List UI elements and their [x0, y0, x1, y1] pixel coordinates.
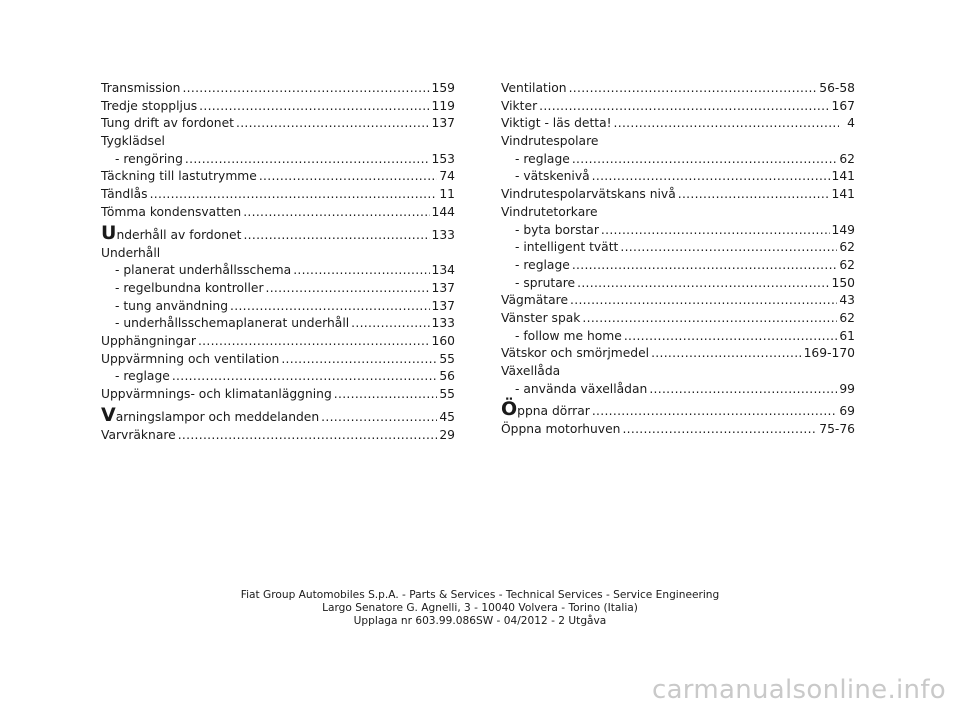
index-entry: [101, 186, 455, 204]
section-initial-letter: Ö: [501, 398, 518, 421]
entry-label: - follow me home: [515, 328, 622, 343]
entry-text: [101, 98, 197, 116]
entry-text: [501, 310, 580, 328]
entry-label: - intelligent tvätt: [515, 240, 619, 255]
entry-label: Öppna motorhuven: [501, 422, 621, 437]
entry-label: - reglage: [515, 151, 570, 166]
entry-label: Tredje stoppljus: [101, 98, 198, 113]
index-subentry: [101, 298, 455, 316]
dot-leader: [582, 310, 837, 328]
dot-leader: [236, 115, 430, 133]
entry-text: [101, 186, 148, 204]
entry-label: - vätskenivå: [515, 169, 590, 184]
entry-label: Viktigt - läs detta!: [501, 116, 612, 131]
entry-label: - rengöring: [115, 151, 183, 166]
page-number: 149: [831, 222, 855, 237]
index-subentry: [501, 222, 855, 240]
index-subentry: [101, 151, 455, 169]
dot-leader: [570, 292, 837, 310]
page-number: 99: [839, 381, 855, 396]
entry-label: - sprutare: [515, 275, 576, 290]
dot-leader: [199, 98, 429, 116]
index-entry: [101, 386, 455, 404]
entry-text: [515, 257, 570, 275]
page-number: 61: [839, 328, 855, 343]
page-number: 29: [439, 427, 455, 442]
dot-leader: [614, 115, 839, 133]
page-number: 56: [439, 369, 455, 384]
index-heading: Vindrutespolare: [501, 134, 599, 149]
index-subentry: [501, 168, 855, 186]
entry-label: Tung drift av fordonet: [101, 116, 234, 131]
page-number: 144: [431, 204, 455, 219]
page-number: 137: [431, 298, 455, 313]
entry-text: [101, 386, 332, 404]
index-heading: Vindrutetorkare: [501, 204, 598, 219]
entry-label: Vikter: [501, 98, 538, 113]
index-heading: Tygklädsel: [101, 134, 165, 149]
index-subentry: [501, 257, 855, 275]
page-number: 74: [439, 169, 455, 184]
page-number: 134: [431, 263, 455, 278]
entry-label: arningslampor och meddelanden: [115, 409, 320, 424]
entry-label: Vindrutespolarvätskans nivå: [501, 187, 676, 202]
index-column-right: [501, 80, 855, 439]
entry-text: [515, 275, 575, 293]
entry-text: [101, 115, 234, 133]
index-entry: [101, 115, 455, 133]
page-number: 62: [839, 257, 855, 272]
dot-leader: [178, 427, 438, 445]
dot-leader: [243, 204, 429, 222]
entry-label: Varvräknare: [101, 427, 176, 442]
footer-line-publisher: Fiat Group Automobiles S.p.A. - Parts & Services - Technical Services - Service Engineering: [240, 589, 720, 601]
page-number: 55: [439, 387, 455, 401]
page-number: 119: [431, 98, 455, 113]
entry-text: [101, 221, 242, 246]
entry-label: Ventilation: [501, 81, 567, 95]
index-entry: [101, 204, 455, 222]
entry-text: [115, 262, 291, 280]
index-entry: [101, 98, 455, 116]
watermark: carmanualsonline.info: [651, 675, 946, 705]
page-number: 153: [431, 151, 455, 166]
entry-text: [501, 80, 567, 98]
page-number: 137: [431, 116, 455, 131]
entry-text: [501, 292, 568, 310]
dot-leader: [572, 151, 838, 169]
dot-leader: [281, 351, 437, 369]
page-number: 141: [831, 187, 855, 202]
page-number: 4: [847, 116, 855, 131]
page-number: 62: [839, 310, 855, 325]
entry-text: [115, 151, 183, 169]
index-entry: [501, 292, 855, 310]
entry-text: [101, 168, 257, 186]
section-initial-letter: U: [101, 221, 117, 244]
entry-label: Täckning till lastutrymme: [101, 169, 257, 184]
dot-leader: [266, 280, 430, 298]
entry-text: [101, 204, 241, 222]
entry-label: - underhållsschemaplanerat underhåll: [115, 316, 350, 331]
page-number: 167: [831, 98, 855, 113]
entry-label: Tändlås: [101, 187, 148, 202]
footer-line-address: Largo Senatore G. Agnelli, 3 - 10040 Volvera - Torino (Italia): [322, 602, 638, 614]
entry-label: ppna dörrar: [517, 404, 590, 419]
dot-leader: [351, 315, 429, 333]
index-subentry: [101, 280, 455, 298]
entry-text: [501, 421, 620, 439]
index-subentry: [501, 151, 855, 169]
index-subentry: [501, 328, 855, 346]
index-heading: Underhåll: [101, 245, 161, 260]
dot-leader: [569, 80, 818, 98]
publisher-footer: [0, 589, 960, 628]
entry-label: Vänster spak: [501, 310, 581, 325]
entry-label: Uppvärmnings- och klimatanläggning: [101, 387, 332, 401]
index-entry: [101, 333, 455, 351]
index-subentry: [501, 381, 855, 399]
index-entry: [101, 168, 455, 186]
entry-label: Transmission: [101, 81, 181, 95]
page-number: 56-58: [819, 81, 855, 95]
page-number: 133: [431, 316, 455, 331]
entry-text: [101, 80, 180, 98]
dot-leader: [620, 239, 837, 257]
page-number: 150: [831, 275, 855, 290]
entry-text: [515, 168, 590, 186]
dot-leader: [649, 381, 837, 399]
page-number: 169-170: [803, 346, 855, 361]
page-number: 133: [431, 227, 455, 242]
index-subentry: [501, 275, 855, 293]
dot-leader: [198, 333, 430, 351]
index-entry: [101, 351, 455, 369]
entry-text: [515, 239, 618, 257]
dot-leader: [622, 421, 817, 439]
page-number: 45: [439, 409, 455, 424]
index-subentry: [101, 262, 455, 280]
index-entry: [501, 400, 855, 421]
entry-label: - reglage: [115, 369, 170, 384]
entry-label: Vägmätare: [501, 293, 569, 308]
entry-text: [501, 186, 676, 204]
entry-text: [101, 403, 320, 428]
entry-label: - regelbundna kontroller: [115, 280, 264, 295]
entry-text: [501, 115, 612, 133]
entry-text: [101, 351, 279, 369]
entry-label: Uppvärmning och ventilation: [101, 351, 280, 366]
dot-leader: [321, 407, 437, 428]
dot-leader: [243, 225, 429, 246]
dot-leader: [624, 328, 838, 346]
entry-label: - använda växellådan: [515, 381, 648, 396]
entry-text: [515, 151, 570, 169]
page-number: 160: [431, 333, 455, 348]
entry-label: Tömma kondensvatten: [101, 204, 242, 219]
dot-leader: [293, 262, 429, 280]
dot-leader: [230, 298, 429, 316]
entry-text: [515, 222, 599, 240]
index-column-left: [101, 80, 455, 444]
index-subentry: [101, 368, 455, 386]
index-entry: [501, 115, 855, 133]
index-entry: [501, 98, 855, 116]
page-number: 159: [431, 81, 455, 95]
entry-label: - planerat underhållsschema: [115, 263, 292, 278]
index-entry: [101, 221, 455, 245]
entry-text: [101, 427, 176, 445]
dot-leader: [182, 80, 429, 98]
entry-text: [501, 98, 537, 116]
entry-label: nderhåll av fordonet: [116, 227, 242, 242]
dot-leader: [572, 257, 838, 275]
entry-text: [115, 298, 228, 316]
page-number: 137: [431, 280, 455, 295]
page-number: 69: [839, 404, 855, 419]
page-number: 62: [839, 240, 855, 255]
index-entry: [501, 310, 855, 328]
index-entry: [501, 345, 855, 363]
dot-leader: [150, 186, 438, 204]
index-subentry: [101, 315, 455, 333]
dot-leader: [592, 401, 838, 422]
index-entry: [101, 427, 455, 445]
entry-text: [501, 400, 590, 422]
page-number: 141: [831, 169, 855, 184]
index-entry: [501, 80, 855, 98]
dot-leader: [539, 98, 829, 116]
index-entry: [501, 186, 855, 204]
entry-text: [115, 315, 349, 333]
section-initial-letter: V: [101, 403, 116, 426]
index-subentry: [501, 239, 855, 257]
index-entry: [501, 421, 855, 439]
page-number: 43: [839, 293, 855, 308]
entry-label: - reglage: [515, 257, 570, 272]
dot-leader: [259, 168, 438, 186]
entry-text: [501, 345, 649, 363]
entry-text: [101, 333, 196, 351]
entry-label: - byta borstar: [515, 222, 599, 237]
footer-line-edition: Upplaga nr 603.99.086SW - 04/2012 - 2 Utgåva: [353, 615, 607, 627]
page-number: 11: [439, 187, 455, 202]
dot-leader: [334, 386, 438, 404]
entry-label: Vätskor och smörjmedel: [501, 346, 650, 361]
dot-leader: [601, 222, 830, 240]
index-heading: Växellåda: [501, 364, 561, 378]
entry-label: Upphängningar: [101, 333, 196, 348]
dot-leader: [678, 186, 830, 204]
entry-text: [115, 280, 264, 298]
page-number: 62: [839, 151, 855, 166]
dot-leader: [651, 345, 802, 363]
dot-leader: [185, 151, 430, 169]
entry-text: [515, 381, 647, 399]
index-entry: [101, 403, 455, 427]
dot-leader: [592, 168, 830, 186]
entry-text: [515, 328, 622, 346]
index-entry: [101, 80, 455, 98]
dot-leader: [172, 368, 438, 386]
entry-label: - tung användning: [115, 298, 229, 313]
dot-leader: [577, 275, 829, 293]
entry-text: [115, 368, 170, 386]
page-number: 55: [439, 351, 455, 366]
page-number: 75-76: [819, 422, 855, 437]
